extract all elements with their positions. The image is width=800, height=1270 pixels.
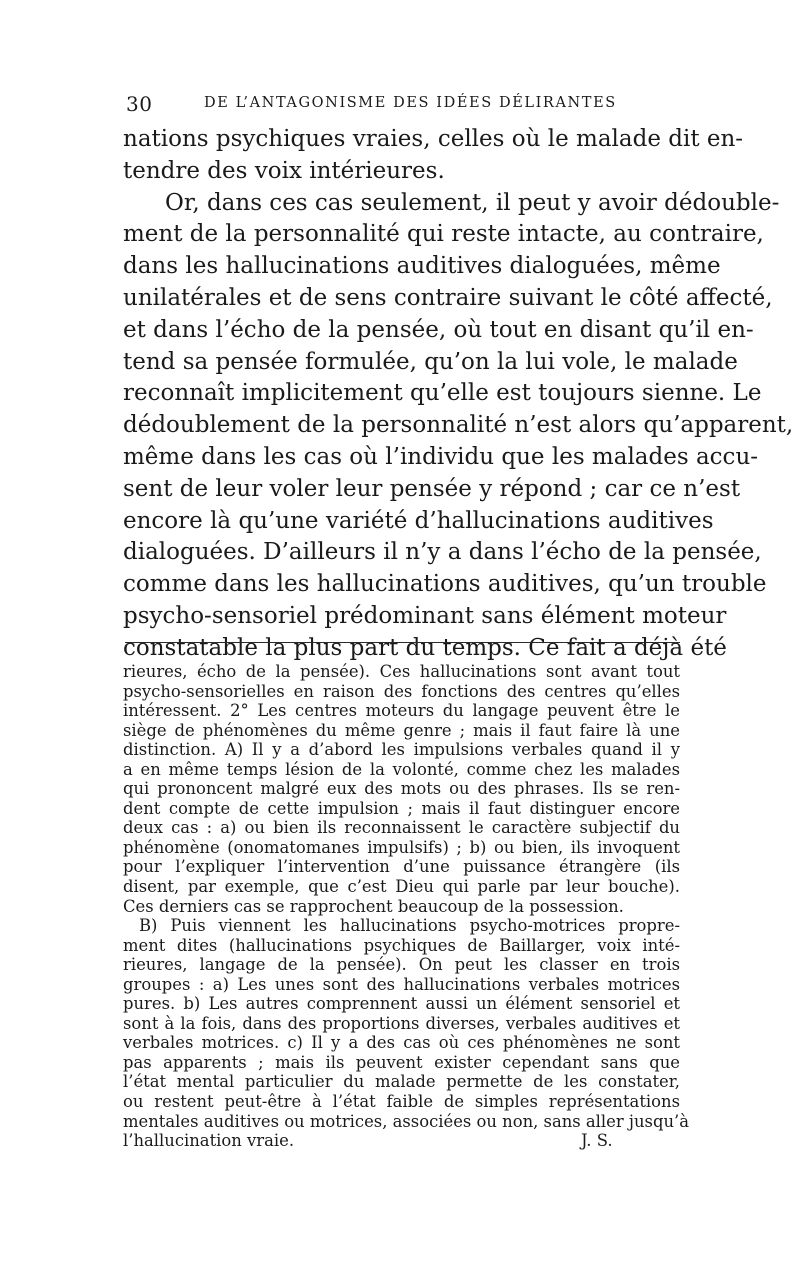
main-text-line: et dans l’écho de la pensée, où tout en disant qu’il en- bbox=[123, 316, 754, 343]
footnote-line: intéressent. 2° Les centres moteurs du langage peuvent être le bbox=[123, 701, 680, 721]
footnote-line: groupes : a) Les unes sont des hallucinations verbales motrices bbox=[123, 974, 680, 994]
main-text-line: comme dans les hallucinations auditives, qu’un trouble bbox=[123, 571, 767, 598]
main-text-line: reconnaît implicitement qu’elle est toujours sienne. Le bbox=[123, 380, 762, 407]
main-text-line: psycho-sensoriel prédominant sans élément moteur bbox=[123, 602, 727, 629]
main-text-line: ment de la personnalité qui reste intacte, au contraire, bbox=[123, 221, 764, 248]
footnote-line: B) Puis viennent les hallucinations psycho-motrices propre- bbox=[139, 916, 680, 936]
main-text-line: dans les hallucinations auditives dialoguées, même bbox=[123, 253, 721, 280]
author-initials: J. S. bbox=[581, 1131, 613, 1151]
footnote-line: l’hallucination vraie. bbox=[123, 1131, 295, 1151]
footnote-line: pour l’expliquer l’intervention d’une puissance étrangère (ils bbox=[123, 857, 680, 877]
footnote-line: dent compte de cette impulsion ; mais il faut distinguer encore bbox=[123, 798, 680, 818]
main-text-line: encore là qu’une variété d’hallucinations auditives bbox=[123, 507, 714, 534]
footnote-line: mentales auditives ou motrices, associées ou non, sans aller jusqu’à bbox=[123, 1111, 689, 1131]
footnote-line: pas apparents ; mais ils peuvent exister cependant sans que bbox=[123, 1052, 680, 1072]
footnote-line: qui prononcent malgré eux des mots ou des phrases. Ils se ren- bbox=[123, 779, 680, 799]
footnote-line: disent, par exemple, que c’est Dieu qui parle par leur bouche). bbox=[123, 877, 680, 897]
footnote-line: sont à la fois, dans des proportions diverses, verbales auditives et bbox=[123, 1013, 680, 1033]
footnote-line: rieures, langage de la pensée). On peut les classer en trois bbox=[123, 955, 680, 975]
main-text-line: constatable la plus part du temps. Ce fait a déjà été bbox=[123, 634, 727, 661]
main-text-line: dialoguées. D’ailleurs il n’y a dans l’écho de la pensée, bbox=[123, 539, 762, 566]
main-text-line: tend sa pensée formulée, qu’on la lui vole, le malade bbox=[123, 348, 738, 375]
footnote-line: pures. b) Les autres comprennent aussi un élément sensoriel et bbox=[123, 994, 680, 1014]
footnote-final-line bbox=[123, 1131, 680, 1151]
main-text-line: même dans les cas où l’individu que les malades accu- bbox=[123, 443, 759, 470]
main-text-line: tendre des voix intérieures. bbox=[123, 157, 445, 184]
main-text-line: Or, dans ces cas seulement, il peut y avoir dédouble- bbox=[165, 189, 780, 216]
footnote-line: phénomène (onomatomanes impulsifs) ; b) ou bien, ils invoquent bbox=[123, 837, 680, 857]
running-title: DE L’ANTAGONISME DES IDÉES DÉLIRANTES bbox=[204, 95, 617, 111]
main-text-line: nations psychiques vraies, celles où le malade dit en- bbox=[123, 126, 744, 152]
footnote-line: Ces derniers cas se rapprochent beaucoup de la possession. bbox=[123, 896, 624, 916]
page-number: 30 bbox=[126, 92, 153, 116]
main-text-line: unilatérales et de sens contraire suivant le côté affecté, bbox=[123, 284, 773, 311]
footnote-line: ou restent peut-être à l’état faible de simples représentations bbox=[123, 1092, 680, 1112]
main-text bbox=[123, 124, 794, 665]
main-text-line: sent de leur voler leur pensée y répond ; car ce n’est bbox=[123, 475, 741, 502]
main-text-line: dédoublement de la personnalité n’est alors qu’apparent, bbox=[123, 412, 794, 439]
footnote-line: psycho-sensorielles en raison des fonctions des centres qu’elles bbox=[123, 681, 680, 701]
footnote-line: a en même temps lésion de la volonté, comme chez les malades bbox=[123, 759, 680, 779]
footnote-line: l’état mental particulier du malade permette de les constater, bbox=[123, 1072, 680, 1092]
footnote bbox=[123, 662, 689, 1151]
footnote-line: rieures, écho de la pensée). Ces hallucinations sont avant tout bbox=[123, 662, 680, 681]
footnote-line: ment dites (hallucinations psychiques de Baillarger, voix inté- bbox=[123, 935, 680, 955]
footnote-separator bbox=[125, 642, 680, 643]
footnote-line: deux cas : a) ou bien ils reconnaissent le caractère subjectif du bbox=[123, 818, 680, 838]
footnote-line: verbales motrices. c) Il y a des cas où ces phénomènes ne sont bbox=[123, 1033, 680, 1053]
page-header bbox=[126, 92, 686, 118]
footnote-line: siège de phénomènes du même genre ; mais il faut faire là une bbox=[123, 720, 680, 740]
footnote-line: distinction. A) Il y a d’abord les impulsions verbales quand il y bbox=[123, 740, 680, 760]
